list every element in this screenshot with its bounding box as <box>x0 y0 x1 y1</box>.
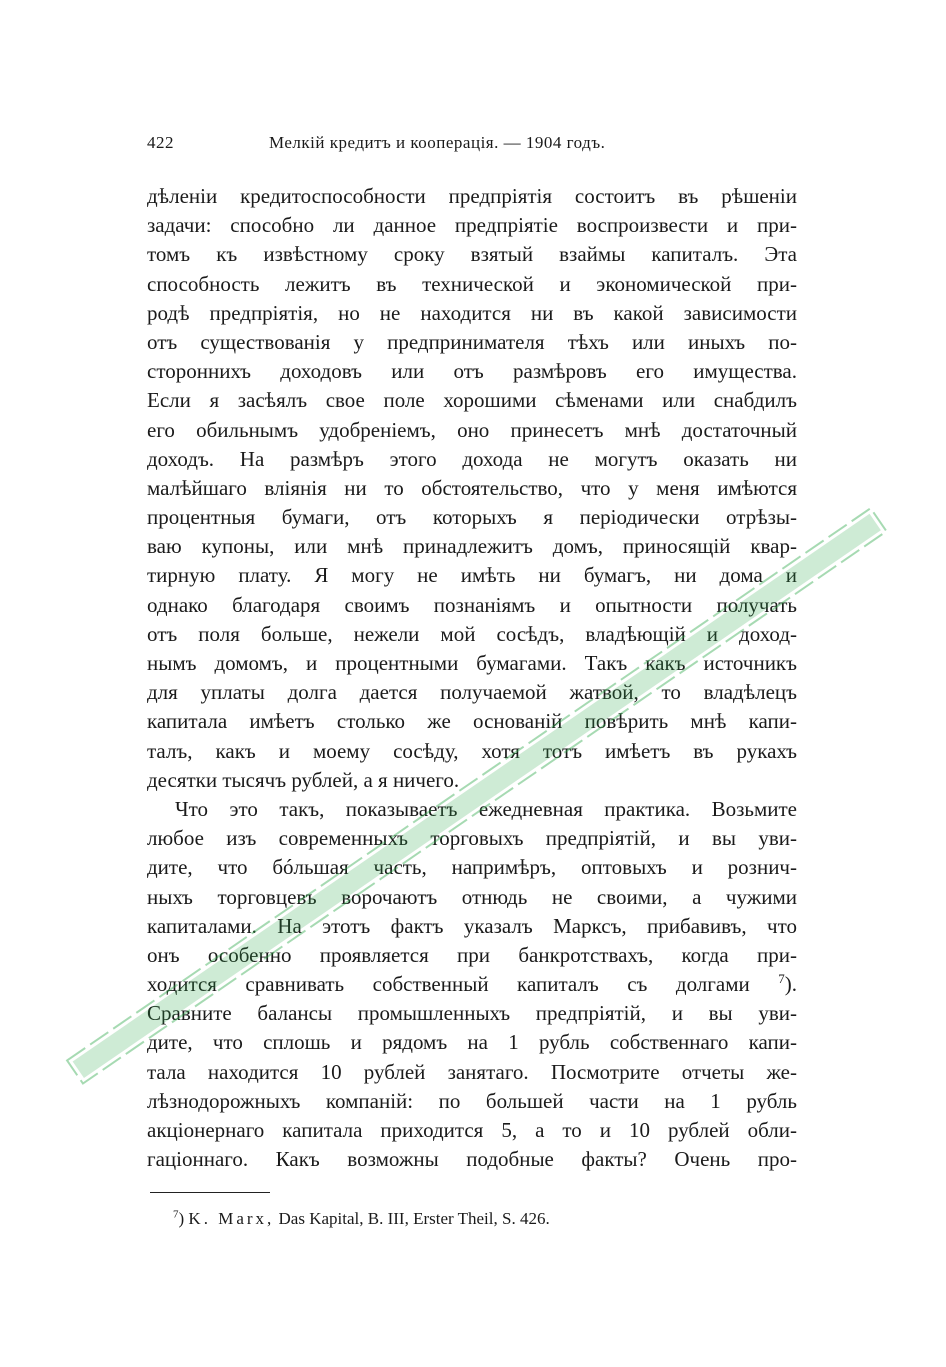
text-line: задачи: способно ли данное предпріятіе воспроизвести и при- <box>147 213 797 238</box>
text-line: стороннихъ доходовъ или отъ размѣровъ его имущества. <box>147 359 797 384</box>
text-line: малѣйшаго вліянія ни то обстоятельство, что у меня имѣются <box>147 475 797 500</box>
footnote-mark: 7 <box>173 1208 179 1221</box>
text-line: родѣ предпріятія, но не находится ни въ какой зависимости <box>147 300 797 325</box>
footnote-author: K. Marx, <box>188 1209 275 1228</box>
text-line: ваю купоны, или мнѣ принадлежитъ домъ, приносящій квар- <box>147 534 797 559</box>
text-line: капитала имѣетъ столько же основаній повѣрить мнѣ капи- <box>147 709 797 734</box>
footnote-ref-suffix: ). <box>784 972 797 997</box>
text-line: отъ поля больше, нежели мой сосѣдъ, владѣющій и доход- <box>147 621 797 646</box>
text-line: капиталами. На этотъ фактъ указалъ Марксъ, прибавивъ, что <box>147 913 797 938</box>
text-line: Если я засѣялъ свое поле хорошими сѣменами или снабдилъ <box>147 388 797 413</box>
text-line: тирную плату. Я могу не имѣть ни бумагъ, ни дома и <box>147 563 797 588</box>
text-line: дите, что бóльшая часть, напримѣръ, оптовыхъ и рознич- <box>147 855 797 880</box>
text-line: отъ существованія у предпринимателя тѣхъ или иныхъ по- <box>147 329 797 354</box>
text-line: дѣленіи кредитоспособности предпріятія состоитъ въ рѣшеніи <box>147 184 797 208</box>
text-line: способность лежитъ въ технической и экономической при- <box>147 271 797 296</box>
text-line: Что это такъ, показываетъ ежедневная практика. Возьмите <box>175 796 797 821</box>
text-line: дите, что сплошь и рядомъ на 1 рубль собственнаго капи- <box>147 1030 797 1055</box>
footnote-citation: Das Kapital, B. III, Erster Theil, S. 426. <box>278 1209 550 1228</box>
line-text: ходится сравнивать собственный капиталъ съ долгами <box>147 972 750 997</box>
text-line: Сравните балансы промышленныхъ предпріятій, и вы уви- <box>147 1001 797 1026</box>
footnote-mark-suffix: ) <box>178 1209 185 1228</box>
text-line: лѣзнодорожныхъ компаній: по большей части на 1 рубль <box>147 1088 797 1113</box>
text-line: гаціоннаго. Какъ возможны подобные факты? Очень про- <box>147 1147 797 1172</box>
text-line: тала находится 10 рублей занятаго. Посмотрите отчеты же- <box>147 1059 797 1084</box>
text-line: доходъ. На размѣръ этого дохода не могутъ оказать ни <box>147 446 797 471</box>
footnote-ref[interactable]: 7 <box>778 971 785 987</box>
text-line: онъ особенно проявляется при банкротствахъ, когда при- <box>147 942 797 967</box>
text-line-with-footnote-ref <box>147 970 797 999</box>
text-line: ныхъ торговцевъ ворочаютъ отнюдь не своими, а чужими <box>147 884 797 909</box>
text-line: любое изъ современныхъ торговыхъ предпріятій, и вы уви- <box>147 826 797 851</box>
footnote <box>173 1209 550 1229</box>
text-line: его обильнымъ удобреніемъ, оно принесетъ мнѣ достаточный <box>147 417 797 442</box>
text-line: талъ, какъ и моему сосѣду, хотя тотъ имѣетъ въ рукахъ <box>147 738 797 763</box>
running-header <box>147 133 797 159</box>
page-number: 422 <box>147 133 174 152</box>
body-text <box>147 182 797 1174</box>
running-title: Мелкій кредитъ и кооперація. — 1904 годъ. <box>269 133 606 152</box>
text-line: процентныя бумаги, отъ которыхъ я періодически отрѣзы- <box>147 505 797 530</box>
text-line: для уплаты долга дается получаемой жатвой, то владѣлецъ <box>147 680 797 705</box>
text-line: томъ къ извѣстному сроку взятый взаймы капиталъ. Эта <box>147 242 797 267</box>
text-line: однако благодаря своимъ познаніямъ и опытности получать <box>147 592 797 617</box>
footnote-divider <box>150 1192 270 1193</box>
text-line: акціонернаго капитала приходится 5, а то и 10 рублей обли- <box>147 1118 797 1142</box>
text-line: десятки тысячъ рублей, а я ничего. <box>147 767 460 792</box>
text-line: нымъ домомъ, и процентными бумагами. Такъ какъ источникъ <box>147 651 797 675</box>
